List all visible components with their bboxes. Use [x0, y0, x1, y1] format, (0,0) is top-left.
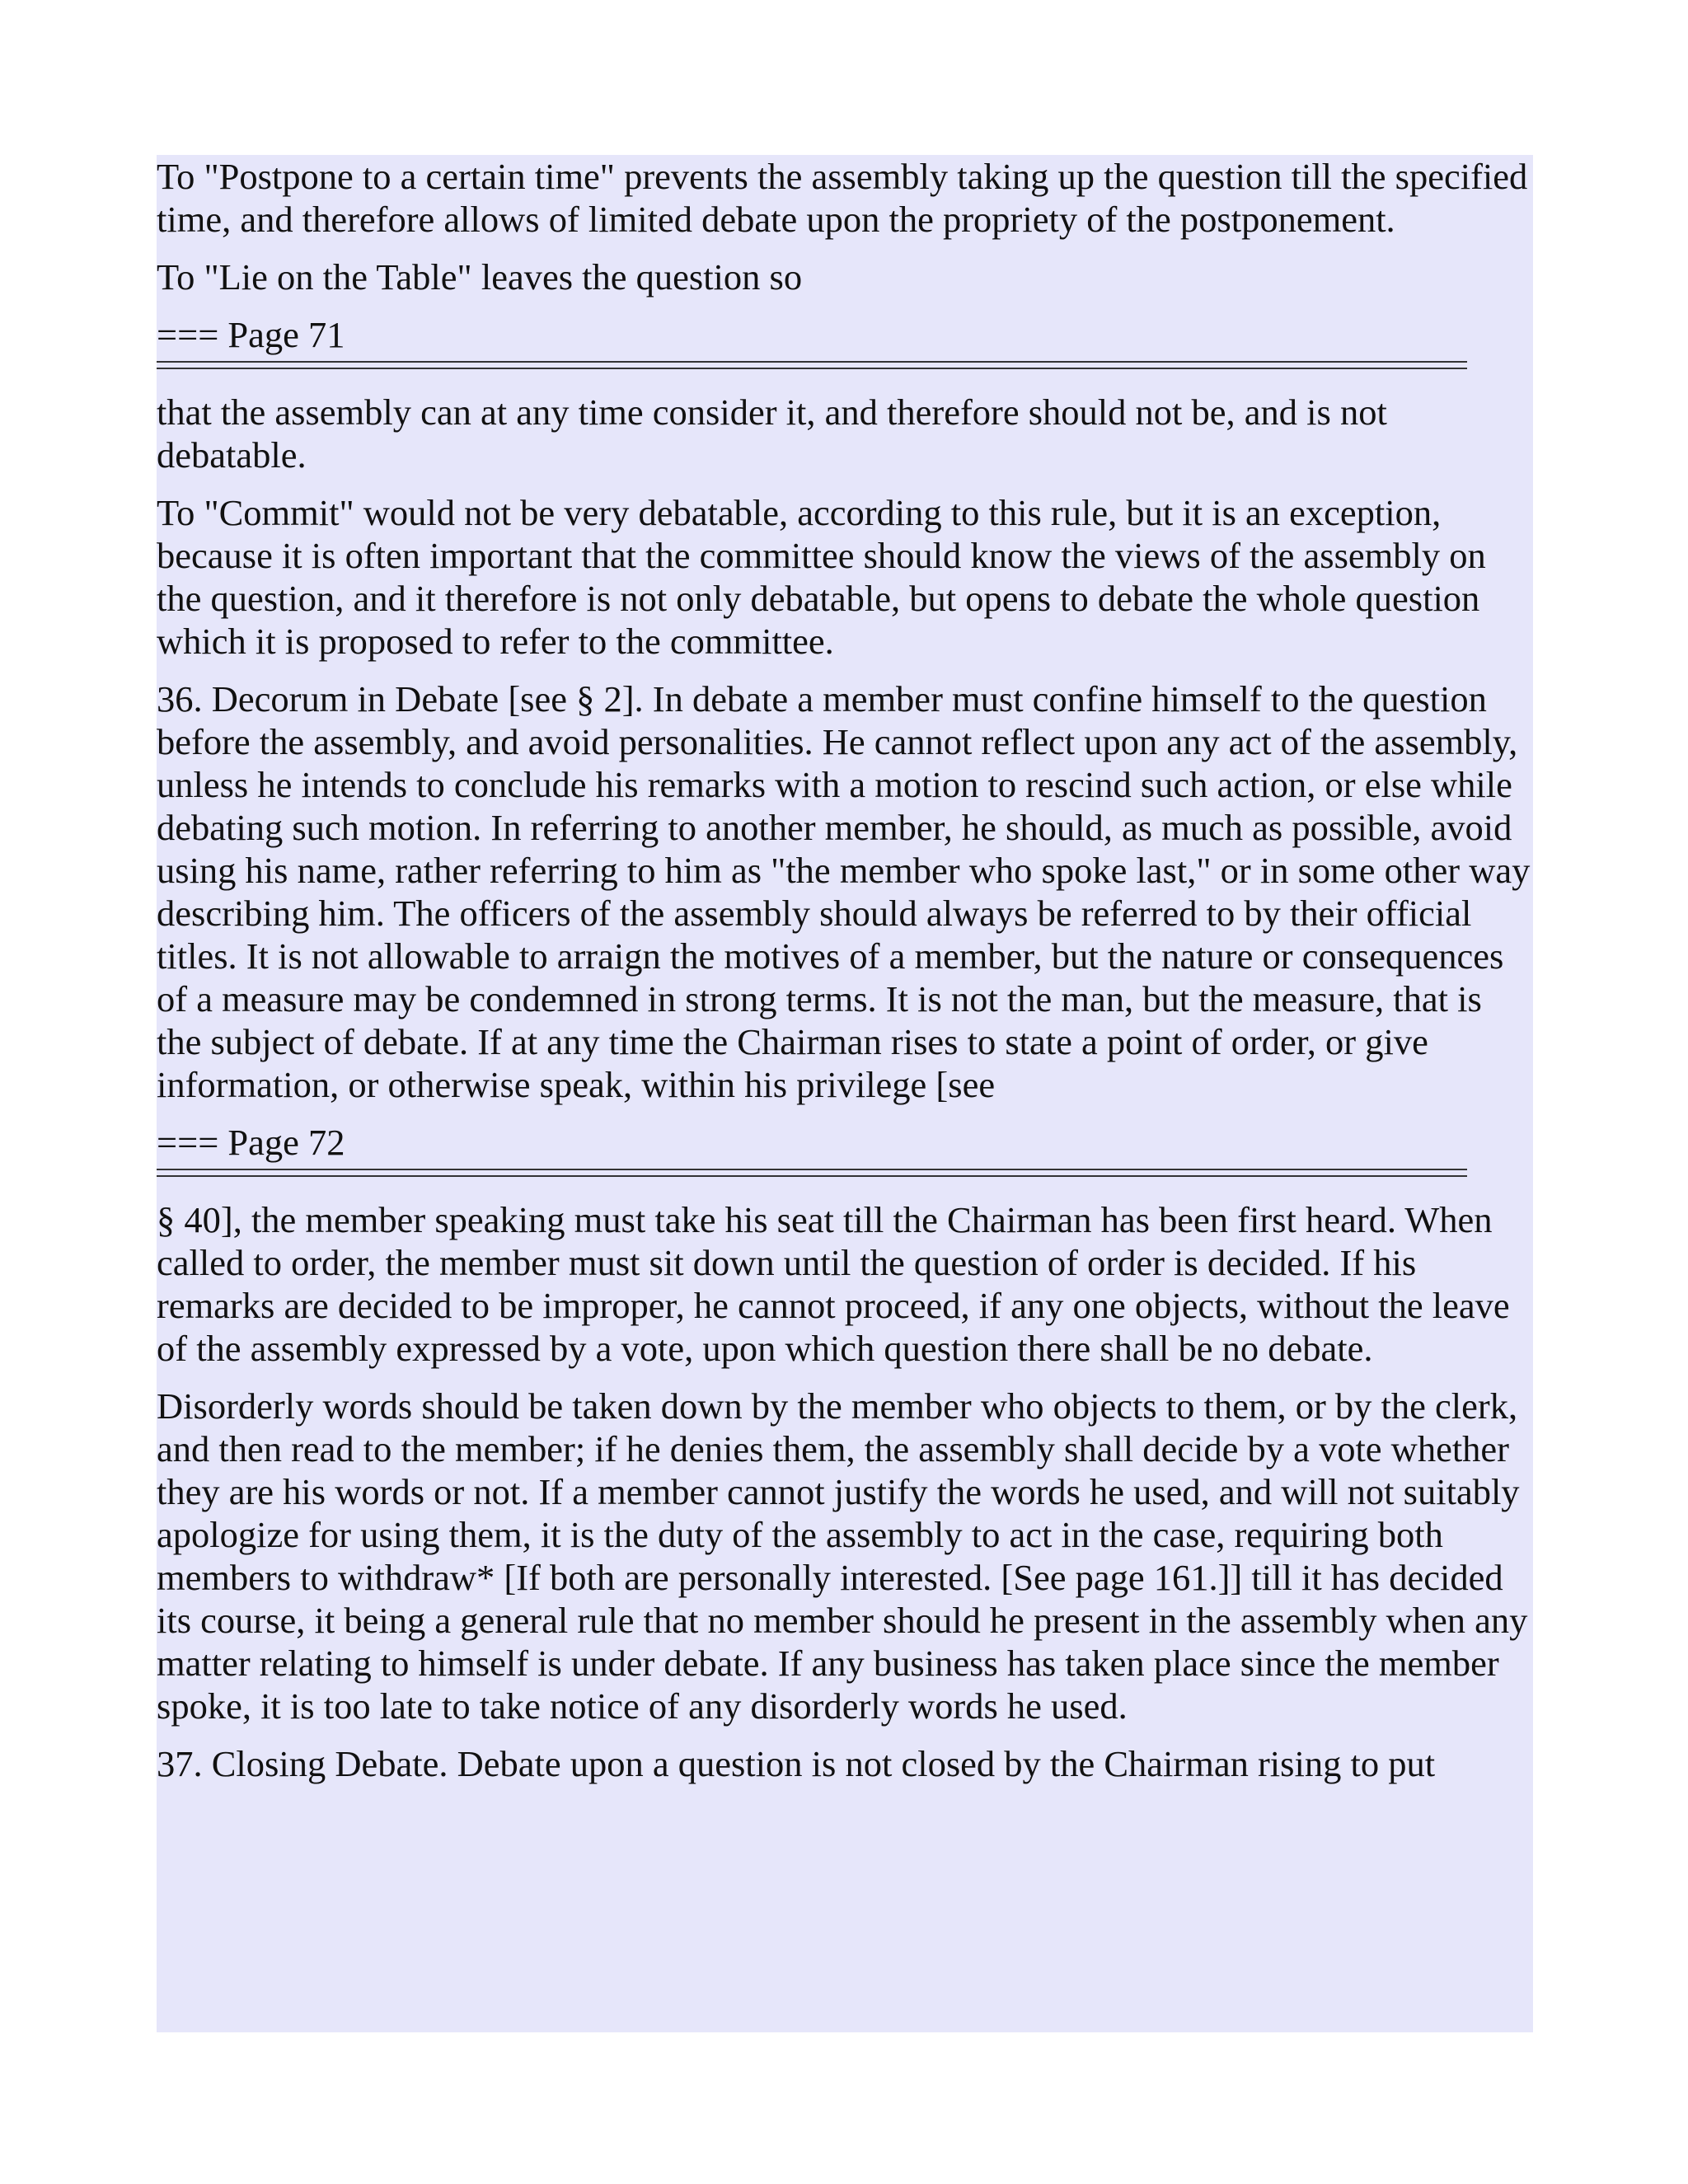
paragraph-debatable: that the assembly can at any time consider it, and therefore should not be, and is not debatable.: [157, 391, 1387, 476]
paragraph-lie-on-table: To "Lie on the Table" leaves the question so: [157, 256, 803, 298]
page-marker-label: === Page 72: [157, 1122, 345, 1163]
page-marker-71: [157, 313, 1533, 379]
paragraph-closing-debate: 37. Closing Debate. Debate upon a question is not closed by the Chairman rising to put: [157, 1743, 1436, 1784]
document-text-block: [157, 155, 1533, 2032]
paragraph-postpone: To "Postpone to a certain time" prevents the assembly taking up the question till the specified time, and therefore allows of limited debate upon the propriety of the postponement.: [157, 156, 1528, 240]
page-marker-label: === Page 71: [157, 314, 345, 355]
paragraph-disorderly-words: Disorderly words should be taken down by the member who objects to them, or by the clerk, and then read to the member; if he denies them, the assembly shall decide by a vote whether they are his words or not. If a member cannot justify the words he used, and will not suitably apologize for using them, it is the duty of the assembly to act in the case, requiring both members to withdraw* [If both are personally interested. [See page 161.]] till it has decided its course, it being a general rule that no member should he present in the assembly when any matter relating to himself is under debate. If any business has taken place since the member spoke, it is too late to take notice of any disorderly words he used.: [157, 1385, 1528, 1727]
page-marker-rule: [157, 1164, 1467, 1187]
paragraph-commit: To "Commit" would not be very debatable, according to this rule, but it is an exception, because it is often important that the committee should know the views of the assembly on the question, and it therefore is not only debatable, but opens to debate the whole question which it is proposed to refer to the committee.: [157, 492, 1486, 662]
page-marker-72: [157, 1121, 1533, 1187]
page-marker-rule: [157, 356, 1467, 379]
paragraph-decorum: 36. Decorum in Debate [see § 2]. In debate a member must confine himself to the question before the assembly, and avoid personalities. He cannot reflect upon any act of the assembly, unless he intends to conclude his remarks with a motion to rescind such action, or else while debating such motion. In referring to another member, he should, as much as possible, avoid using his name, rather referring to him as "the member who spoke last," or in some other way describing him. The officers of the assembly should always be referred to by their official titles. It is not allowable to arraign the motives of a member, but the nature or consequences of a measure may be condemned in strong terms. It is not the man, but the measure, that is the subject of debate. If at any time the Chairman rises to state a point of order, or give information, or otherwise speak, within his privilege [see: [157, 678, 1531, 1105]
paragraph-called-to-order: § 40], the member speaking must take his seat till the Chairman has been first heard. When called to order, the member must sit down until the question of order is decided. If his remarks are decided to be improper, he cannot proceed, if any one objects, without the leave of the assembly expressed by a vote, upon which question there shall be no debate.: [157, 1199, 1510, 1369]
